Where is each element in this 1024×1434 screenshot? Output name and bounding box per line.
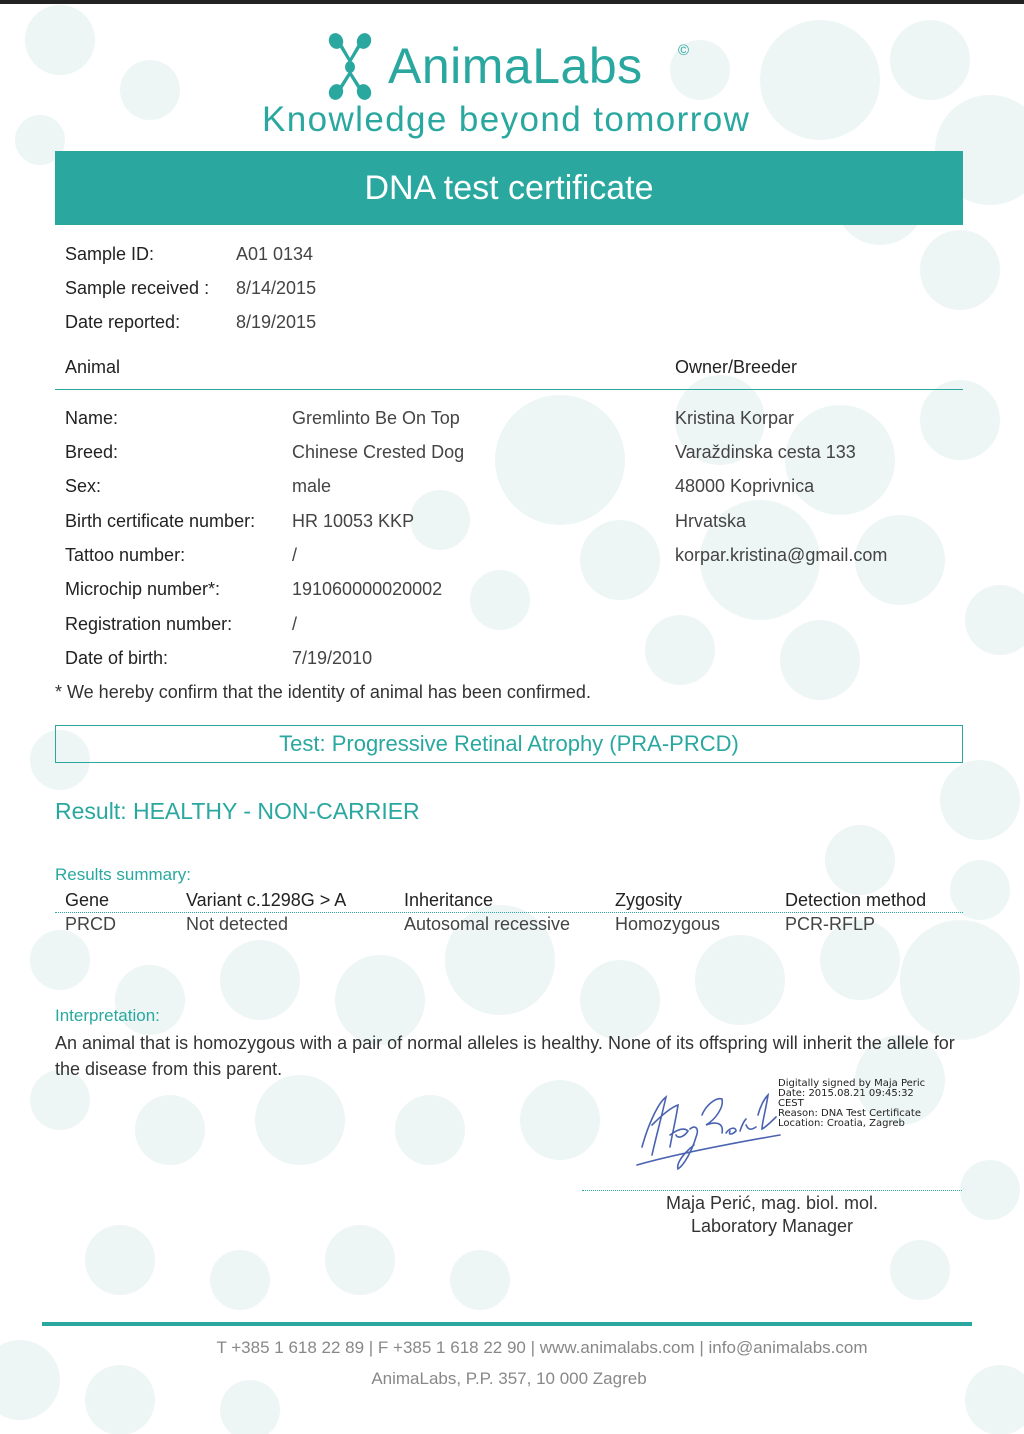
- sample-id-label: Sample ID:: [65, 244, 155, 264]
- date-of-birth-value: 7/19/2010: [292, 648, 373, 668]
- owner-section-header: Owner/Breeder: [675, 357, 798, 377]
- owner-street: Varaždinska cesta 133: [675, 442, 856, 462]
- summary-header-variant: Variant c.1298G > A: [186, 890, 347, 910]
- registration-label: Registration number:: [65, 614, 233, 634]
- summary-header-detection: Detection method: [785, 890, 927, 910]
- brand-name: AnimaLabs: [388, 38, 643, 94]
- summary-header-inheritance: Inheritance: [404, 890, 494, 910]
- sample-received-label: Sample received :: [65, 278, 210, 298]
- summary-cell-inheritance: Autosomal recessive: [404, 914, 571, 934]
- test-title-box: [55, 725, 963, 763]
- footer-contact: T +385 1 618 22 89 | F +385 1 618 22 90 | www.animalabs.com | info@animalabs.com: [216, 1338, 868, 1357]
- handwritten-signature: [632, 1085, 782, 1173]
- digital-signature-line: Location: Croatia, Zagreb: [778, 1118, 905, 1129]
- microchip-label: Microchip number*:: [65, 579, 221, 599]
- summary-cell-gene: PRCD: [65, 914, 117, 934]
- date-of-birth-label: Date of birth:: [65, 648, 169, 668]
- footer-address: AnimaLabs, P.P. 357, 10 000 Zagreb: [371, 1369, 647, 1388]
- copyright-mark: ©: [678, 42, 690, 59]
- sample-id-value: A01 0134: [236, 244, 314, 264]
- digital-signature-line: Reason: DNA Test Certificate: [778, 1108, 922, 1119]
- digital-signature-line: Date: 2015.08.21 09:45:32: [778, 1088, 914, 1099]
- animal-name-value: Gremlinto Be On Top: [292, 408, 460, 428]
- summary-cell-zygosity: Homozygous: [615, 914, 721, 934]
- signer-role: Laboratory Manager: [690, 1216, 854, 1236]
- digital-signature-line: CEST: [778, 1098, 804, 1109]
- registration-value: /: [292, 614, 298, 634]
- breed-label: Breed:: [65, 442, 119, 462]
- results-summary-title: Results summary:: [55, 865, 192, 884]
- brand-tagline: Knowledge beyond tomorrow: [262, 100, 751, 139]
- owner-email: korpar.kristina@gmail.com: [675, 545, 888, 565]
- summary-header-divider: [55, 912, 963, 913]
- breed-value: Chinese Crested Dog: [292, 442, 465, 462]
- sample-received-value: 8/14/2015: [236, 278, 317, 298]
- tattoo-value: /: [292, 545, 298, 565]
- date-reported-label: Date reported:: [65, 312, 181, 332]
- section-divider: [55, 389, 963, 390]
- certificate-title: DNA test certificate: [364, 168, 654, 207]
- owner-country: Hrvatska: [675, 511, 747, 531]
- summary-header-gene: Gene: [65, 890, 110, 910]
- dna-logo-icon: [326, 32, 374, 102]
- birth-certificate-label: Birth certificate number:: [65, 511, 256, 531]
- interpretation-text: An animal that is homozygous with a pair of normal alleles is healthy. None of its offspring will inherit the allele for the disease from this parent.: [55, 1033, 955, 1079]
- sex-value: male: [292, 476, 332, 496]
- result-heading: Result: HEALTHY - NON-CARRIER: [55, 798, 420, 824]
- identity-footnote: * We hereby confirm that the identity of animal has been confirmed.: [55, 682, 591, 702]
- sex-label: Sex:: [65, 476, 102, 496]
- summary-cell-variant: Not detected: [186, 914, 289, 934]
- tattoo-label: Tattoo number:: [65, 545, 186, 565]
- date-reported-value: 8/19/2015: [236, 312, 317, 332]
- owner-name: Kristina Korpar: [675, 408, 795, 428]
- test-title: Test: Progressive Retinal Atrophy (PRA-PRCD): [279, 731, 739, 756]
- digital-signature-block: [778, 1079, 925, 1129]
- animal-name-label: Name:: [65, 408, 119, 428]
- animal-section-header: Animal: [65, 357, 121, 377]
- summary-header-zygosity: Zygosity: [615, 890, 683, 910]
- digital-signature-line: Digitally signed by Maja Peric: [778, 1078, 926, 1089]
- signer-name: Maja Perić, mag. biol. mol.: [665, 1193, 879, 1213]
- footer-divider: [42, 1322, 972, 1326]
- owner-city: 48000 Koprivnica: [675, 476, 815, 496]
- summary-cell-detection: PCR-RFLP: [785, 914, 876, 934]
- certificate-title-banner: [55, 151, 963, 225]
- signature-line: [582, 1190, 962, 1191]
- birth-certificate-value: HR 10053 KKP: [292, 511, 415, 531]
- interpretation-title: Interpretation:: [55, 1006, 160, 1025]
- microchip-value: 191060000020002: [292, 579, 443, 599]
